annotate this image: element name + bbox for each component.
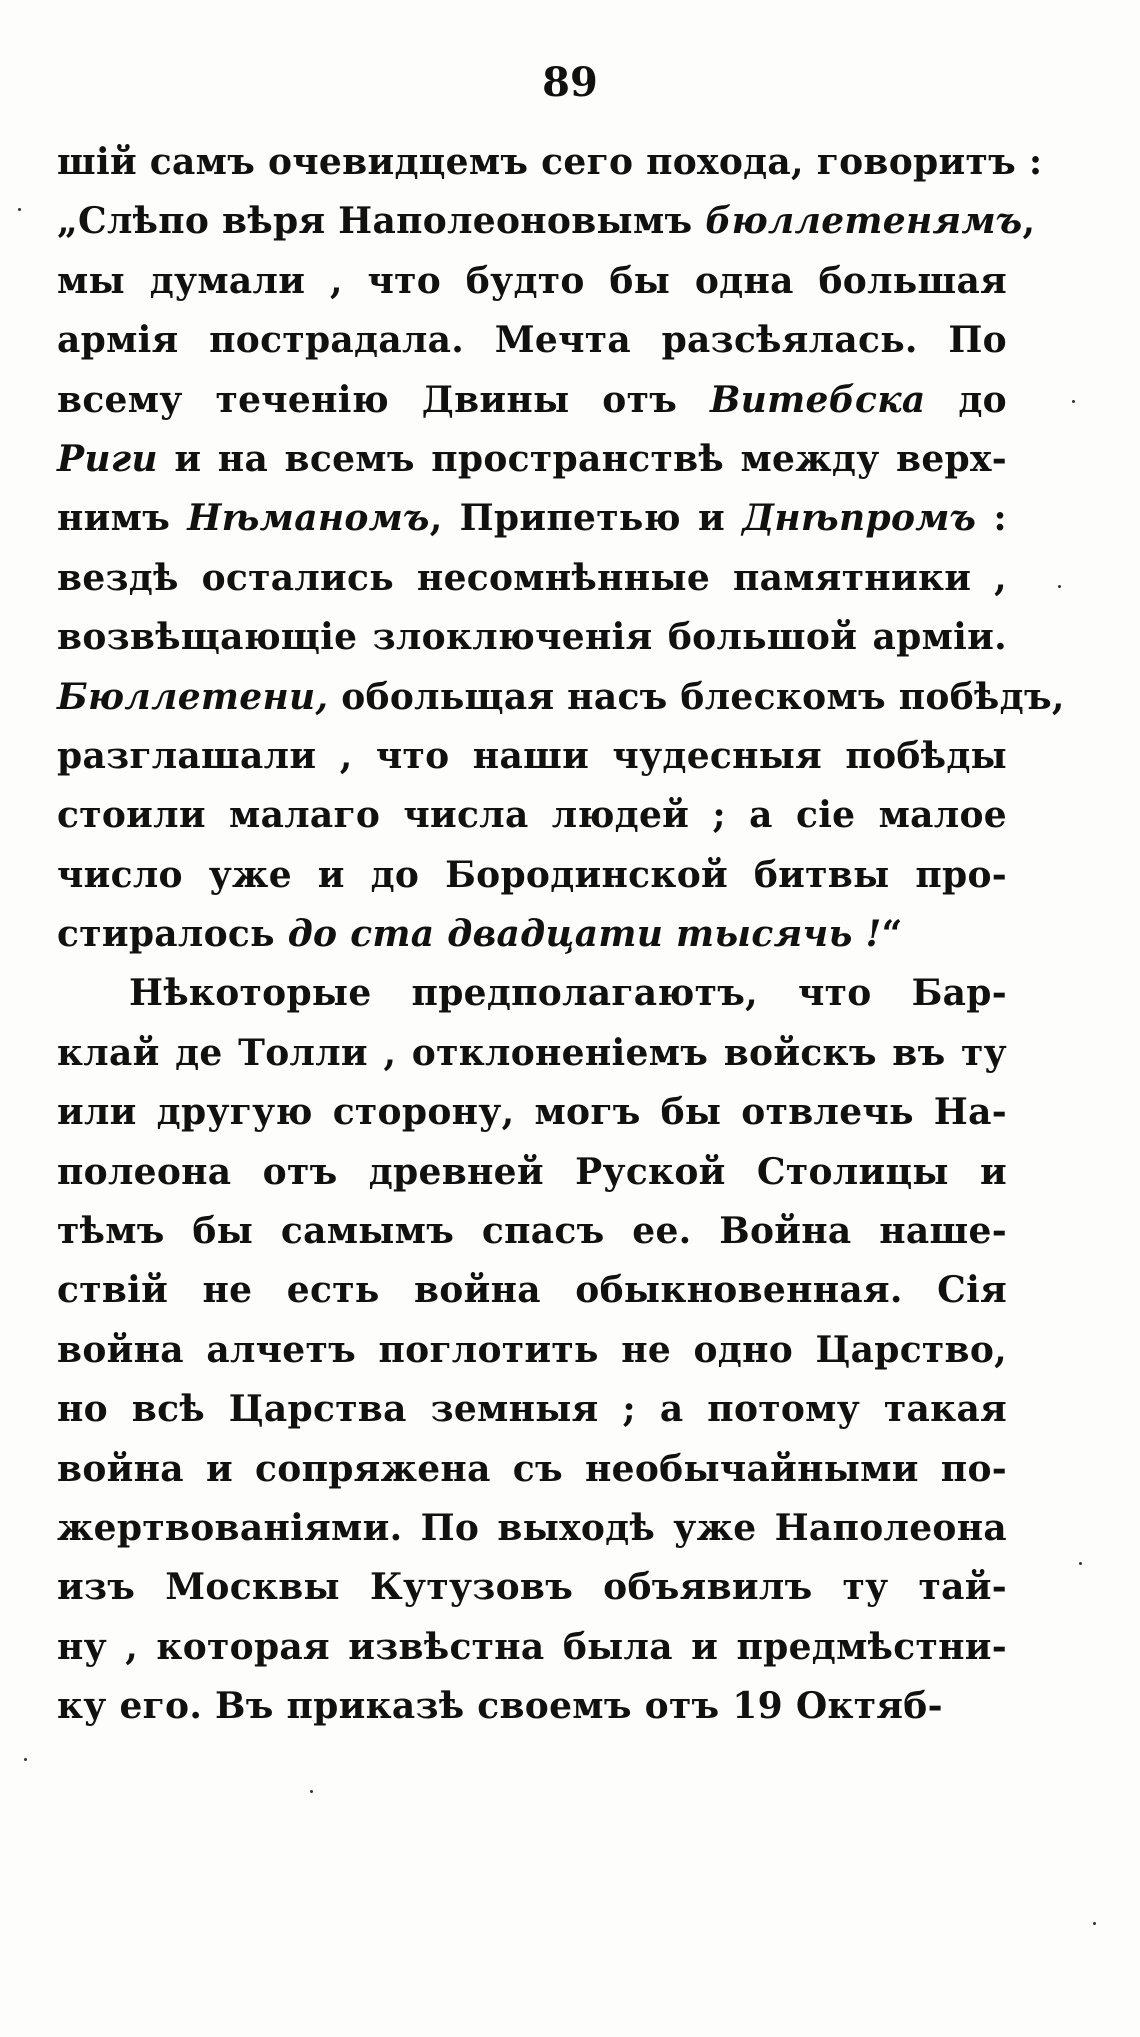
- text-line: [57, 1143, 1007, 1202]
- page-number: 89: [542, 59, 598, 106]
- text-line: [57, 786, 1007, 845]
- text-line: [57, 1380, 1007, 1439]
- text-line: [57, 252, 1007, 311]
- text-span: клай де Толли , отклоненіемъ войскъ въ ту: [57, 1031, 1007, 1074]
- text-span: или другую сторону, могъ бы отвлечь На-: [57, 1091, 1007, 1134]
- text-line: [57, 1618, 1007, 1677]
- text-span: возвѣщающіе злоключенія большой арміи.: [57, 616, 1007, 659]
- text-span: стиралось: [57, 913, 288, 956]
- text-span: армія пострадала. Мечта разсѣялась. По: [57, 319, 1007, 362]
- text-span: вездѣ остались несомнѣнные памятники ,: [57, 556, 1007, 599]
- paper-speck: [1093, 1922, 1096, 1925]
- text-line: [57, 668, 1065, 727]
- text-span: но всѣ Царства земныя ; а потому такая: [57, 1388, 1007, 1431]
- italic-span: Бюллетени,: [57, 675, 329, 718]
- text-line: [57, 1083, 1007, 1142]
- text-span: “: [881, 913, 903, 956]
- italic-span: бюллетенямъ: [705, 200, 1023, 243]
- text-line: [57, 549, 1007, 608]
- text-span: Нѣкоторые предполагаютъ, что Бар-: [129, 972, 1007, 1015]
- text-span: нимъ: [57, 497, 188, 540]
- text-line: [57, 1024, 1007, 1083]
- text-span: обольщая насъ блескомъ побѣдъ,: [328, 675, 1065, 718]
- text-span: ну , которая извѣстна была и предмѣстни-: [57, 1625, 1007, 1668]
- text-span: ,: [1022, 200, 1036, 243]
- text-line: [57, 1261, 1007, 1320]
- paper-speck: [1058, 585, 1061, 588]
- text-span: война алчетъ поглотить не одно Царство,: [57, 1328, 1007, 1371]
- italic-span: до ста двадцати тысячь !: [287, 913, 882, 956]
- text-line: [57, 371, 1007, 430]
- text-span: , Припетью и: [429, 497, 743, 540]
- text-line: [57, 964, 1007, 1023]
- text-line: [57, 1202, 1007, 1261]
- text-span: мы думали , что будто бы одна большая: [57, 259, 1007, 302]
- italic-span: Риги: [57, 437, 158, 480]
- text-span: :: [976, 497, 1007, 540]
- text-line: [57, 489, 1007, 548]
- paper-speck: [1072, 400, 1075, 403]
- text-span: полеона отъ древней Руской Столицы и: [57, 1150, 1007, 1193]
- text-span: „Слѣпо вѣря Наполеоновымъ: [57, 200, 706, 243]
- text-line: [57, 608, 1007, 667]
- text-line: [57, 192, 1036, 251]
- paper-speck: [1079, 1562, 1082, 1565]
- body-text: [57, 133, 1065, 1737]
- text-span: и на всемъ пространствѣ между верх-: [157, 437, 1007, 480]
- text-line: [57, 311, 1007, 370]
- paper-speck: [24, 1758, 27, 1761]
- text-line: [57, 1321, 1007, 1380]
- italic-span: Витебска: [709, 378, 926, 421]
- text-line: [57, 1499, 1007, 1558]
- text-line: [57, 430, 1007, 489]
- text-line: [57, 1440, 1007, 1499]
- text-span: ку его. Въ приказѣ своемъ отъ 19 Октяб-: [57, 1685, 943, 1728]
- text-span: до: [925, 378, 1007, 421]
- paper-speck: [310, 1790, 313, 1793]
- text-line: [57, 727, 1007, 786]
- text-span: жертвованіями. По выходѣ уже Наполеона: [57, 1506, 1007, 1549]
- text-line: [57, 846, 1007, 905]
- text-span: тѣмъ бы самымъ спасъ ее. Война наше-: [57, 1210, 1007, 1253]
- text-span: разглашали , что наши чудесныя побѣды: [57, 734, 1007, 777]
- italic-span: Днѣпромъ: [742, 497, 977, 540]
- text-span: ствій не есть война обыкновенная. Сія: [57, 1269, 1007, 1312]
- text-line: [57, 133, 1043, 192]
- paper-speck: [18, 208, 21, 211]
- italic-span: Нѣманомъ: [187, 497, 430, 540]
- text-span: изъ Москвы Кутузовъ объявилъ ту тай-: [57, 1566, 1007, 1609]
- text-line: [57, 1677, 1007, 1736]
- text-line: [57, 1558, 1007, 1617]
- text-span: война и сопряжена съ необычайными по-: [57, 1447, 1007, 1490]
- text-line: [57, 905, 1007, 964]
- text-span: стоили малаго числа людей ; а сіе малое: [57, 794, 1007, 837]
- text-span: всему теченію Двины отъ: [57, 378, 710, 421]
- text-span: шій самъ очевидцемъ сего похода, говоритъ :: [57, 141, 1043, 183]
- text-span: число уже и до Бородинской битвы про-: [57, 853, 1007, 896]
